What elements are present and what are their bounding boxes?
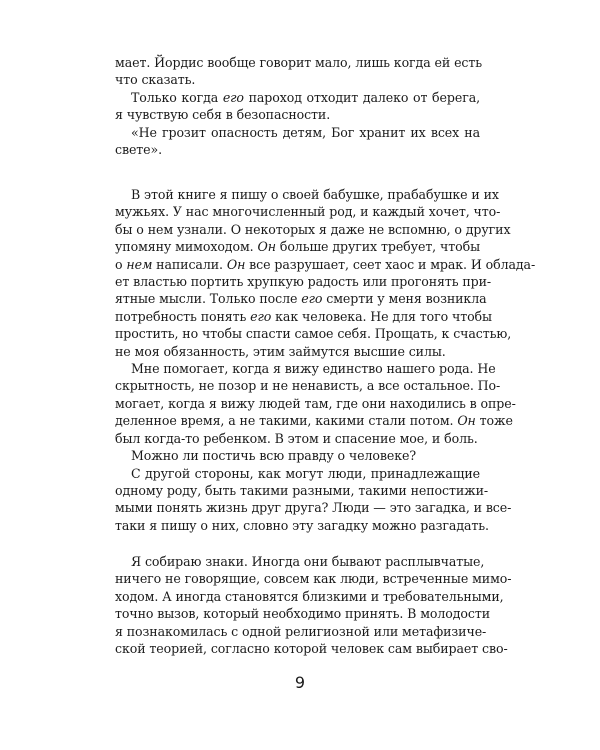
text-line: скрытность, не позор и не ненависть, а все остальное. По- (115, 378, 501, 394)
text-line: ятные мысли. Только после его смерти у меня возникла (115, 291, 487, 307)
text-line: Только когда его пароход отходит далеко от берега, (131, 89, 480, 105)
text-line: ской теорией, согласно которой человек сам выбирает сво- (115, 641, 508, 657)
text-line: простить, но чтобы спасти самое себя. Прощать, к счастью, (115, 326, 512, 342)
text-line: бы о нем узнали. О некоторых я даже не вспомню, о других (115, 221, 511, 237)
text-block-1 (115, 54, 480, 158)
text-line: был когда-то ребенком. В этом и спасение мое, и боль. (115, 430, 478, 446)
text-line: могает, когда я вижу людей там, где они находились в опре- (115, 395, 516, 411)
text-line: я познакомилась с одной религиозной или метафизиче- (115, 623, 487, 639)
text-line: не моя обязанность, этим займутся высшие силы. (115, 343, 446, 359)
text-line: упомяну мимоходом. Он больше других требует, чтобы (115, 239, 480, 255)
text-line: мыми понять жизнь друг друга? Люди — это загадка, и все- (115, 500, 512, 516)
text-line: деленное время, а не такими, какими стали потом. Он тоже (115, 413, 513, 429)
text-line: Мне помогает, когда я вижу единство нашего рода. Не (131, 361, 496, 377)
text-line: о нем написали. Он все разрушает, сеет хаос и мрак. И облада- (115, 256, 536, 272)
text-block-3 (115, 553, 512, 657)
text-line: ет властью портить хрупкую радость или прогонять при- (115, 274, 492, 290)
text-line: мужьях. У нас многочисленный род, и каждый хочет, что- (115, 204, 501, 220)
text-line: Я собираю знаки. Иногда они бывают расплывчатые, (131, 554, 485, 569)
text-line: я чувствую себя в безопасности. (115, 107, 331, 123)
text-block-2 (115, 186, 536, 534)
text-line: В этой книге я пишу о своей бабушке, прабабушке и их (131, 187, 499, 202)
text-line: свете». (115, 142, 163, 158)
text-line: одному роду, быть такими разными, такими непостижи- (115, 482, 489, 498)
text-line: «Не грозит опасность детям, Бог хранит их всех на (131, 124, 480, 140)
text-line: точно вызов, который необходимо принять. В молодости (115, 606, 491, 622)
text-line: потребность понять его как человека. Не для того чтобы (115, 308, 492, 324)
text-line: таки я пишу о них, словно эту загадку можно разгадать. (115, 517, 489, 533)
text-line: ничего не говорящие, совсем как люди, встреченные мимо- (115, 571, 512, 587)
text-line: С другой стороны, как могут люди, принадлежащие (131, 465, 480, 481)
text-line: мает. Йордис вообще говорит мало, лишь когда ей есть (115, 55, 482, 70)
page-number: 9 (294, 673, 306, 692)
text-line: что сказать. (115, 72, 196, 88)
text-line: ходом. А иногда становятся близкими и требовательными, (115, 588, 504, 604)
text-line: Можно ли постичь всю правду о человеке? (131, 448, 417, 464)
